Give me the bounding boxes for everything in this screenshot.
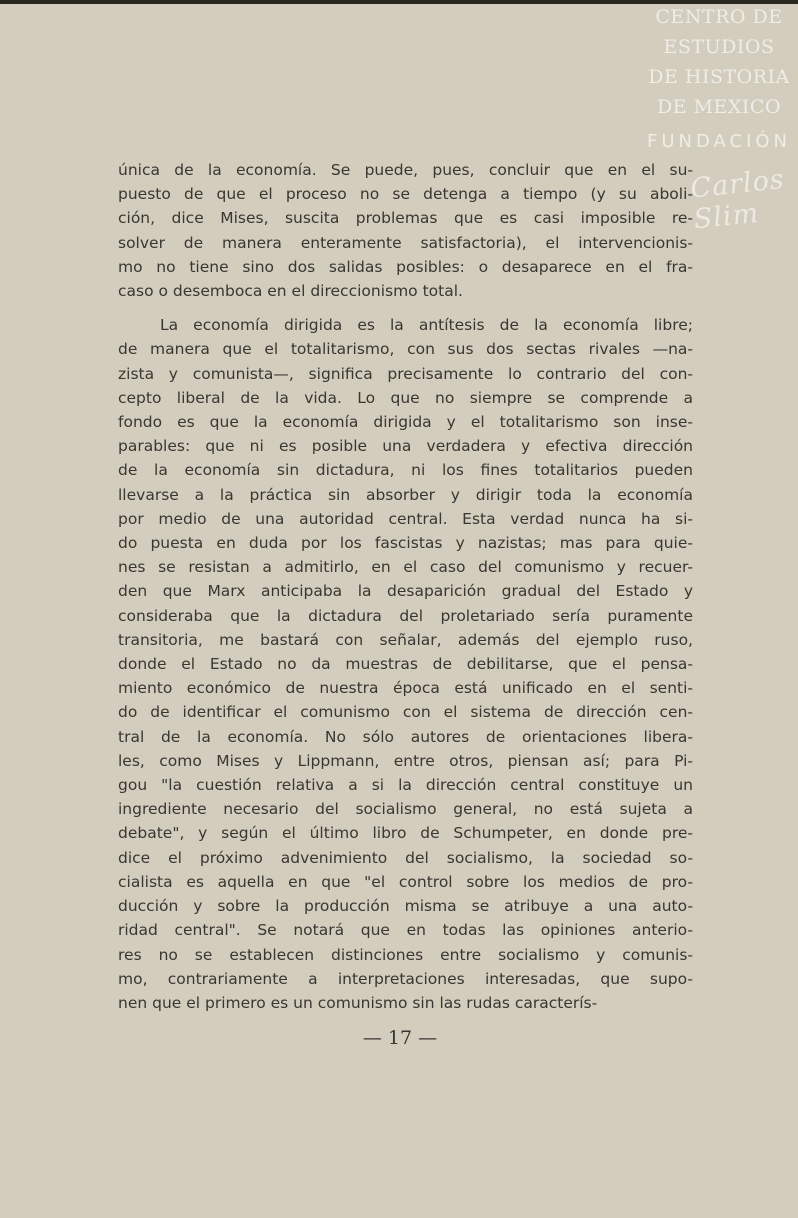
text-line: donde el Estado no da muestras de debilitarse, que el pensa-: [118, 655, 693, 674]
text-line: tral de la economía. No sólo autores de orientaciones libera-: [118, 727, 693, 746]
watermark-line: ESTUDIOS: [663, 36, 775, 58]
text-line: cepto liberal de la vida. Lo que no siempre se comprende a: [118, 388, 693, 407]
text-line: de la economía sin dictadura, ni los fines totalitarios pueden: [118, 461, 693, 480]
text-line: gou "la cuestión relativa a si la dirección central constituye un: [118, 776, 693, 795]
text-line: mo, contrariamente a interpretaciones interesadas, que supo-: [118, 969, 693, 988]
text-line: La economía dirigida es la antítesis de la economía libre;: [160, 316, 693, 335]
text-line: puesto de que el proceso no se detenga a tiempo (y su aboli-: [118, 185, 693, 204]
text-line: fondo es que la economía dirigida y el totalitarismo son inse-: [118, 413, 693, 432]
text-line: por medio de una autoridad central. Esta verdad nunca ha si-: [118, 509, 693, 528]
text-line: parables: que ni es posible una verdadera y efectiva dirección: [118, 437, 693, 456]
text-line: debate", y según el último libro de Schumpeter, en donde pre-: [118, 824, 693, 843]
text-line: ingrediente necesario del socialismo general, no está sujeta a: [118, 800, 693, 819]
text-line: res no se establecen distinciones entre socialismo y comunis-: [118, 945, 693, 964]
text-line: ducción y sobre la producción misma se atribuye a una auto-: [118, 897, 693, 916]
text-line: única de la economía. Se puede, pues, concluir que en el su-: [118, 161, 693, 179]
paragraph: [118, 313, 693, 1015]
archive-watermark: [640, 2, 798, 156]
text-line: de manera que el totalitarismo, con sus dos sectas rivales —na-: [118, 340, 693, 359]
text-line: ridad central". Se notará que en todas las opiniones anterio-: [118, 921, 693, 940]
text-line: nen que el primero es un comunismo sin las rudas caracterís-: [118, 993, 598, 1012]
body-text: [118, 158, 693, 1015]
page-number: — 17 —: [362, 1027, 438, 1049]
text-line: zista y comunista—, significa precisamente lo contrario del con-: [118, 364, 693, 383]
text-line: transitoria, me bastará con señalar, además del ejemplo ruso,: [118, 630, 693, 649]
text-line: cialista es aquella en que "el control sobre los medios de pro-: [118, 872, 693, 891]
text-line: do puesta en duda por los fascistas y nazistas; mas para quie-: [118, 534, 693, 553]
text-line: dice el próximo advenimiento del socialismo, la sociedad so-: [118, 848, 693, 867]
text-line: caso o desemboca en el direccionismo total.: [118, 282, 463, 301]
text-line: mo no tiene sino dos salidas posibles: o desaparece en el fra-: [118, 257, 693, 276]
paragraph: [118, 158, 693, 303]
watermark-fundacion: FUNDACIÓN: [646, 131, 792, 152]
text-line: do de identificar el comunismo con el sistema de dirección cen-: [118, 703, 693, 722]
text-line: ción, dice Mises, suscita problemas que es casi imposible re-: [118, 209, 693, 228]
watermark-line: DE HISTORIA: [648, 66, 790, 88]
watermark-signature: Carlos Slim: [689, 163, 787, 236]
watermark-line: CENTRO DE: [655, 6, 783, 28]
text-line: les, como Mises y Lippmann, entre otros, piensan así; para Pi-: [118, 751, 693, 770]
text-line: miento económico de nuestra época está unificado en el senti-: [118, 679, 693, 698]
text-line: den que Marx anticipaba la desaparición gradual del Estado y: [118, 582, 693, 601]
text-line: nes se resistan a admitirlo, en el caso del comunismo y recuer-: [118, 558, 693, 577]
text-line: solver de manera enteramente satisfactoria), el intervencionis-: [118, 233, 693, 252]
watermark-line: DE MEXICO: [656, 96, 782, 118]
text-line: consideraba que la dictadura del proletariado sería puramente: [118, 606, 693, 625]
text-line: llevarse a la práctica sin absorber y dirigir toda la economía: [118, 485, 693, 504]
